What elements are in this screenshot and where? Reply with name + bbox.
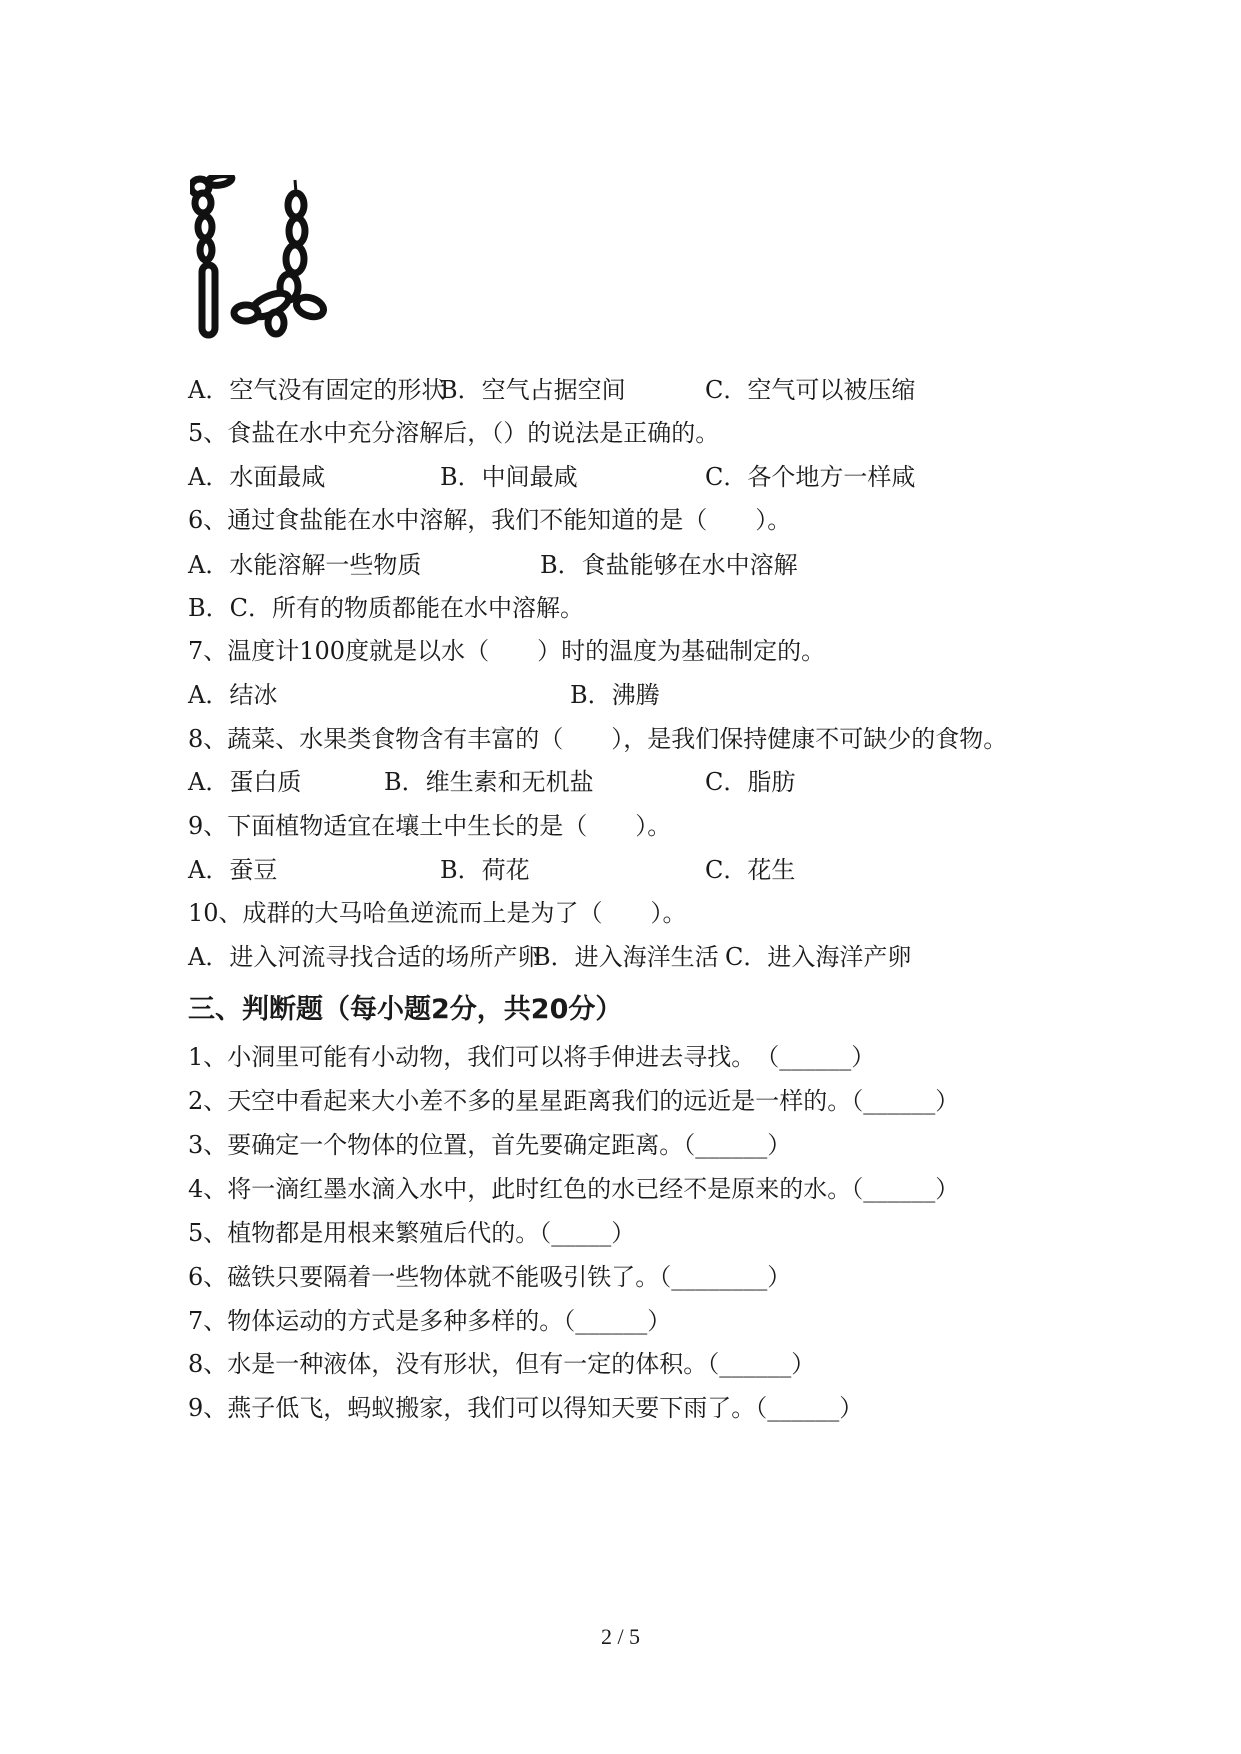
question-6-stem: 6、通过食盐能在水中溶解，我们不能知道的是（ ）。 [188, 506, 792, 534]
question-8-stem: 8、蔬菜、水果类食物含有丰富的（ ），是我们保持健康不可缺少的食物。 [188, 725, 1008, 753]
balloon-figure-image [190, 175, 370, 375]
judgment-item: 1、小洞里可能有小动物，我们可以将手伸进去寻找。 （______） [188, 1043, 876, 1071]
question-8-options [188, 762, 1181, 802]
section-heading-true-false: 三、判断题（每小题2分，共20分） [188, 994, 623, 1025]
question-10-stem: 10、成群的大马哈鱼逆流而上是为了（ ）。 [188, 899, 687, 927]
option-a: A．结冰 [188, 681, 278, 709]
judgment-item: 8、水是一种液体，没有形状，但有一定的体积。（______） [188, 1350, 816, 1378]
question-7-stem: 7、温度计100度就是以水（ ）时的温度为基础制定的。 [188, 637, 826, 665]
question-5-options [188, 457, 1181, 497]
option-a: A．进入河流寻找合适的场所产卵 [188, 943, 542, 971]
judgment-item: 6、磁铁只要隔着一些物体就不能吸引铁了。（________） [188, 1263, 792, 1291]
option-b: B．食盐能够在水中溶解 [540, 551, 798, 579]
option-a: A．蚕豆 [188, 856, 278, 884]
option-b: B．进入海洋生活 [533, 943, 719, 971]
option-c: C．各个地方一样咸 [705, 463, 916, 491]
option-b: B．荷花 [440, 856, 530, 884]
question-7-options [188, 675, 1181, 715]
question-9-stem: 9、下面植物适宜在壤土中生长的是（ ）。 [188, 812, 672, 840]
page-number: 2 / 5 [600, 1624, 641, 1649]
judgment-item: 5、植物都是用根来繁殖后代的。（_____） [188, 1219, 636, 1247]
question-4-options [188, 370, 1181, 410]
judgment-item: 9、燕子低飞，蚂蚁搬家，我们可以得知天要下雨了。（______） [188, 1394, 864, 1422]
option-a: A．空气没有固定的形状 [188, 376, 446, 404]
judgment-item: 4、将一滴红墨水滴入水中，此时红色的水已经不是原来的水。（______） [188, 1175, 960, 1203]
question-10-options [188, 937, 1181, 977]
option-b: B．空气占据空间 [440, 376, 626, 404]
option-c: C．进入海洋产卵 [725, 943, 912, 971]
question-9-options [188, 850, 1181, 890]
option-b: B．维生素和无机盐 [384, 768, 594, 796]
question-6-options [188, 545, 1181, 585]
judgment-item: 7、物体运动的方式是多种多样的。（______） [188, 1307, 672, 1335]
option-b: B．沸腾 [570, 681, 660, 709]
option-c: C．空气可以被压缩 [705, 376, 916, 404]
option-a: A．蛋白质 [188, 768, 302, 796]
option-c: C．花生 [705, 856, 796, 884]
option-b: B．中间最咸 [440, 463, 578, 491]
option-a: A．水能溶解一些物质 [188, 551, 422, 579]
option-a: A．水面最咸 [188, 463, 326, 491]
judgment-item: 2、天空中看起来大小差不多的星星距离我们的远近是一样的。（______） [188, 1087, 960, 1115]
question-6-option-c: B．C．所有的物质都能在水中溶解。 [188, 594, 584, 622]
judgment-item: 3、要确定一个物体的位置，首先要确定距离。（______） [188, 1131, 792, 1159]
option-c: C．脂肪 [705, 768, 796, 796]
question-5-stem: 5、食盐在水中充分溶解后，（）的说法是正确的。 [188, 419, 720, 447]
